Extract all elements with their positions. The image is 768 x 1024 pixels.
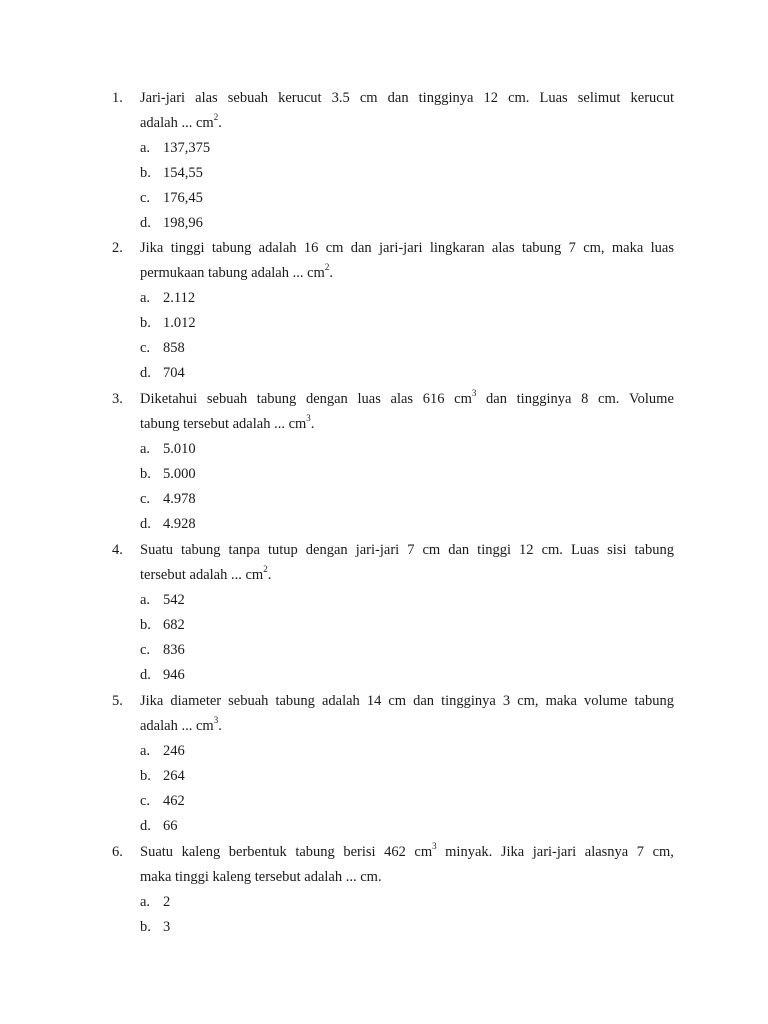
option-letter: d. xyxy=(140,516,151,532)
option-letter: c. xyxy=(140,340,151,356)
answer-option xyxy=(112,766,674,791)
option-value: 704 xyxy=(163,365,185,381)
option-letter: b. xyxy=(140,315,151,331)
question-text-end: tersebut adalah ... $cm^2$. xyxy=(140,564,272,583)
option-value: 5.000 xyxy=(163,466,196,482)
option-letter: c. xyxy=(140,190,151,206)
question-text-end: permukaan tabung adalah ... $cm^2$. xyxy=(140,262,333,281)
question-stem-line xyxy=(112,716,674,741)
option-letter: a. xyxy=(140,894,151,910)
option-letter: a. xyxy=(140,140,151,156)
option-value: 246 xyxy=(163,743,185,759)
option-value: 2 xyxy=(163,894,171,910)
question-text: Suatu kaleng berbentuk tabung berisi 462 $cm^3$ minyak. Jika jari-jari alasnya 7 cm, xyxy=(140,841,674,860)
question-5 xyxy=(112,691,674,841)
superscript: 3 xyxy=(432,841,437,852)
question-text-end: adalah ... $cm^3$. xyxy=(140,715,222,734)
question-stem-line xyxy=(112,867,674,892)
option-letter: c. xyxy=(140,491,151,507)
option-value: 264 xyxy=(163,768,185,784)
option-value: 946 xyxy=(163,667,185,683)
option-value: 66 xyxy=(163,818,178,834)
question-stem-line xyxy=(112,389,674,414)
question-text: Jika tinggi tabung adalah 16 cm dan jari-jari lingkaran alas tabung 7 cm, maka luas xyxy=(140,240,674,256)
option-letter: b. xyxy=(140,919,151,935)
option-value: 4.928 xyxy=(163,516,196,532)
superscript: 3 xyxy=(471,388,477,399)
option-value: 5.010 xyxy=(163,441,196,457)
question-number: 4. xyxy=(112,542,123,558)
question-text-end: tabung tersebut adalah ... $cm^3$. xyxy=(140,413,315,432)
option-value: 858 xyxy=(163,340,185,356)
option-letter: d. xyxy=(140,818,151,834)
question-6 xyxy=(112,842,674,942)
option-letter: d. xyxy=(140,215,151,231)
option-letter: d. xyxy=(140,667,151,683)
option-letter: a. xyxy=(140,743,151,759)
option-value: 1.012 xyxy=(163,315,196,331)
question-text: Diketahui sebuah tabung dengan luas alas 616 $cm^3$ dan tingginya 8 cm. Volume xyxy=(140,388,674,407)
question-stem-line xyxy=(112,414,674,439)
answer-option xyxy=(112,741,674,766)
answer-option xyxy=(112,917,674,942)
option-letter: b. xyxy=(140,466,151,482)
answer-option xyxy=(112,665,674,690)
question-stem-line xyxy=(112,842,674,867)
answer-option xyxy=(112,163,674,188)
answer-option xyxy=(112,338,674,363)
option-value: 462 xyxy=(163,793,185,809)
question-stem-line xyxy=(112,238,674,263)
option-value: 4.978 xyxy=(163,491,196,507)
option-letter: b. xyxy=(140,165,151,181)
question-text: Jika diameter sebuah tabung adalah 14 cm dan tingginya 3 cm, maka volume tabung xyxy=(140,693,674,709)
superscript: 3 xyxy=(213,715,219,726)
answer-option xyxy=(112,640,674,665)
option-letter: a. xyxy=(140,592,151,608)
answer-option xyxy=(112,363,674,388)
question-number: 3. xyxy=(112,391,123,407)
superscript: 2 xyxy=(324,262,330,273)
answer-option xyxy=(112,489,674,514)
option-letter: c. xyxy=(140,793,151,809)
question-number: 5. xyxy=(112,693,123,709)
answer-option xyxy=(112,138,674,163)
option-letter: d. xyxy=(140,365,151,381)
answer-option xyxy=(112,791,674,816)
question-text: Suatu tabung tanpa tutup dengan jari-jari 7 cm dan tinggi 12 cm. Luas sisi tabung xyxy=(140,542,674,558)
question-1 xyxy=(112,88,674,238)
option-letter: c. xyxy=(140,642,151,658)
question-number: 2. xyxy=(112,240,123,256)
question-stem-line xyxy=(112,113,674,138)
option-value: 176,45 xyxy=(163,190,203,206)
question-stem-line xyxy=(112,263,674,288)
answer-option xyxy=(112,213,674,238)
superscript: 2 xyxy=(263,564,268,575)
option-value: 154,55 xyxy=(163,165,203,181)
option-value: 542 xyxy=(163,592,185,608)
question-2 xyxy=(112,238,674,388)
option-letter: b. xyxy=(140,617,151,633)
question-3 xyxy=(112,389,674,539)
question-stem-line xyxy=(112,565,674,590)
option-letter: b. xyxy=(140,768,151,784)
answer-option xyxy=(112,892,674,917)
superscript: 2 xyxy=(213,112,219,123)
answer-option xyxy=(112,439,674,464)
option-value: 2.112 xyxy=(163,290,196,306)
question-text-end: adalah ... $cm^2$. xyxy=(140,112,222,131)
option-value: 3 xyxy=(163,919,171,935)
superscript: 3 xyxy=(306,413,311,424)
option-letter: a. xyxy=(140,441,151,457)
question-stem-line xyxy=(112,540,674,565)
question-stem-line xyxy=(112,88,674,113)
question-text-end: maka tinggi kaleng tersebut adalah ... cm. xyxy=(140,869,382,885)
answer-option xyxy=(112,188,674,213)
option-value: 137,375 xyxy=(163,140,211,156)
answer-option xyxy=(112,590,674,615)
answer-option xyxy=(112,615,674,640)
question-4 xyxy=(112,540,674,690)
answer-option xyxy=(112,816,674,841)
question-number: 1. xyxy=(112,90,123,106)
option-value: 836 xyxy=(163,642,185,658)
option-letter: a. xyxy=(140,290,151,306)
question-text: Jari-jari alas sebuah kerucut 3.5 cm dan tingginya 12 cm. Luas selimut kerucut xyxy=(140,90,674,106)
option-value: 198,96 xyxy=(163,215,203,231)
answer-option xyxy=(112,288,674,313)
question-number: 6. xyxy=(112,844,123,860)
answer-option xyxy=(112,514,674,539)
answer-option xyxy=(112,313,674,338)
answer-option xyxy=(112,464,674,489)
option-value: 682 xyxy=(163,617,185,633)
question-stem-line xyxy=(112,691,674,716)
